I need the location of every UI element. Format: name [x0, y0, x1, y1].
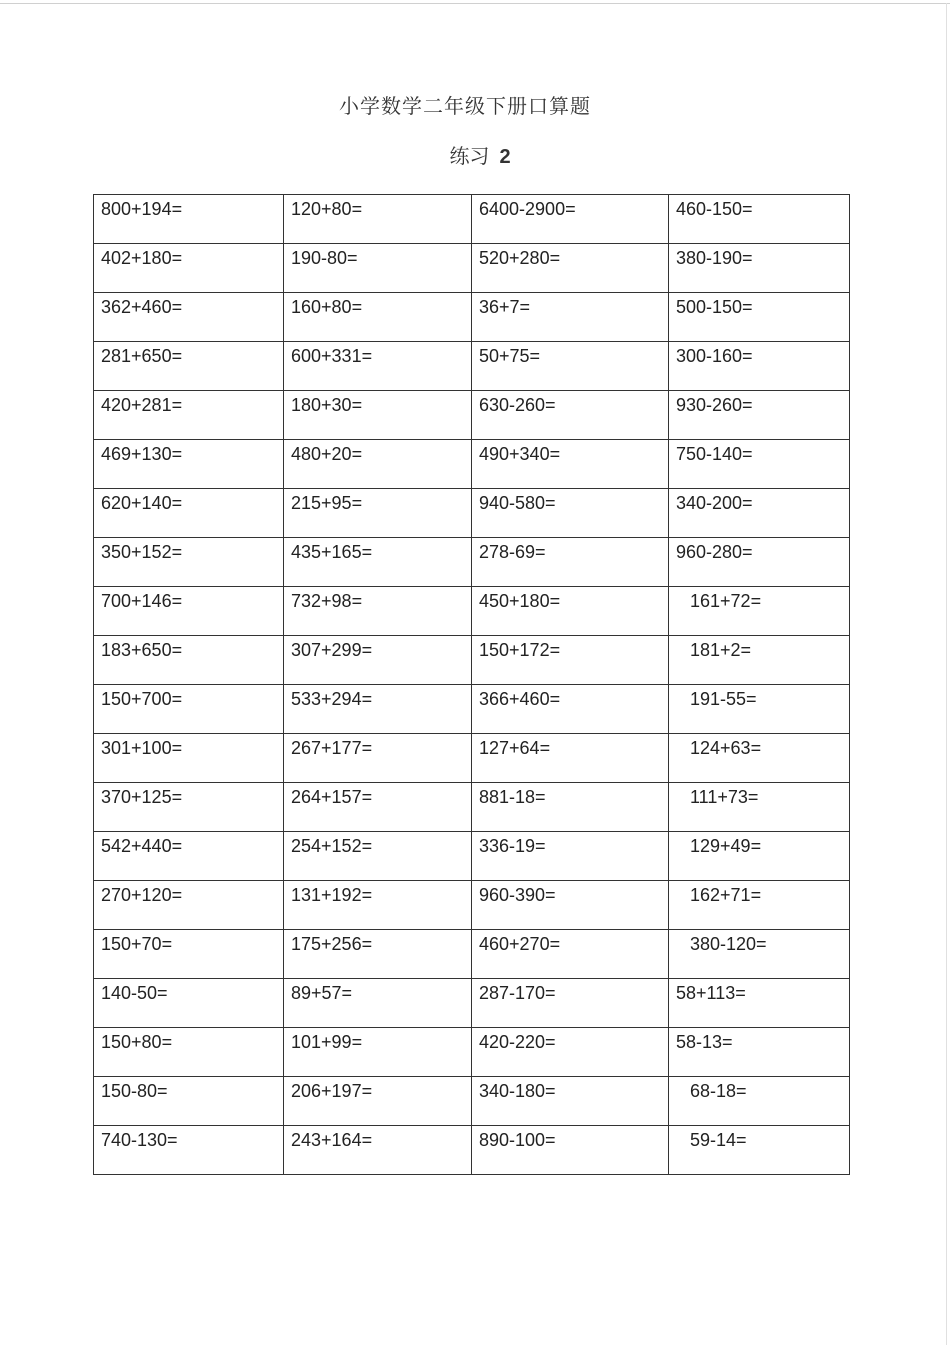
problem-cell: 129+49= [669, 832, 850, 881]
document-title: 小学数学二年级下册口算题 [339, 94, 591, 118]
problem-cell: 191-55= [669, 685, 850, 734]
table-row [94, 342, 850, 391]
problem-cell: 281+650= [94, 342, 284, 391]
problem-cell: 380-190= [669, 244, 850, 293]
problem-cell: 700+146= [94, 587, 284, 636]
problem-cell: 620+140= [94, 489, 284, 538]
problem-cell: 740-130= [94, 1126, 284, 1175]
problem-cell: 380-120= [669, 930, 850, 979]
problem-cell: 180+30= [284, 391, 472, 440]
table-row [94, 734, 850, 783]
problem-cell: 89+57= [284, 979, 472, 1028]
page-right-border [946, 3, 947, 1345]
problem-cell: 131+192= [284, 881, 472, 930]
problem-cell: 68-18= [669, 1077, 850, 1126]
problem-table-body [94, 195, 850, 1175]
exercise-heading [0, 140, 950, 169]
problem-cell: 450+180= [472, 587, 669, 636]
problem-cell: 420+281= [94, 391, 284, 440]
problem-cell: 162+71= [669, 881, 850, 930]
problem-cell: 190-80= [284, 244, 472, 293]
problem-cell: 50+75= [472, 342, 669, 391]
table-row [94, 587, 850, 636]
problem-cell: 336-19= [472, 832, 669, 881]
problem-cell: 287-170= [472, 979, 669, 1028]
table-row [94, 881, 850, 930]
table-row [94, 979, 850, 1028]
problem-cell: 350+152= [94, 538, 284, 587]
problem-cell: 940-580= [472, 489, 669, 538]
problem-cell: 215+95= [284, 489, 472, 538]
problem-cell: 500-150= [669, 293, 850, 342]
problem-cell: 36+7= [472, 293, 669, 342]
problem-cell: 6400-2900= [472, 195, 669, 244]
problem-cell: 460-150= [669, 195, 850, 244]
problem-cell: 58+113= [669, 979, 850, 1028]
problem-cell: 150+70= [94, 930, 284, 979]
problem-cell: 307+299= [284, 636, 472, 685]
problem-cell: 480+20= [284, 440, 472, 489]
problem-cell: 800+194= [94, 195, 284, 244]
table-row [94, 930, 850, 979]
problem-cell: 732+98= [284, 587, 472, 636]
table-row [94, 783, 850, 832]
problem-cell: 420-220= [472, 1028, 669, 1077]
problem-cell: 960-280= [669, 538, 850, 587]
table-row [94, 391, 850, 440]
problem-cell: 340-200= [669, 489, 850, 538]
problem-cell: 124+63= [669, 734, 850, 783]
table-row [94, 293, 850, 342]
problem-cell: 206+197= [284, 1077, 472, 1126]
problem-cell: 267+177= [284, 734, 472, 783]
problem-cell: 58-13= [669, 1028, 850, 1077]
problem-cell: 460+270= [472, 930, 669, 979]
problem-cell: 301+100= [94, 734, 284, 783]
problem-cell: 542+440= [94, 832, 284, 881]
problem-cell: 120+80= [284, 195, 472, 244]
problem-cell: 160+80= [284, 293, 472, 342]
problem-cell: 140-50= [94, 979, 284, 1028]
problem-cell: 362+460= [94, 293, 284, 342]
problem-cell: 270+120= [94, 881, 284, 930]
problem-cell: 59-14= [669, 1126, 850, 1175]
problem-cell: 469+130= [94, 440, 284, 489]
table-row [94, 685, 850, 734]
page-top-border [0, 3, 950, 4]
table-row [94, 538, 850, 587]
table-row [94, 1077, 850, 1126]
problem-cell: 111+73= [669, 783, 850, 832]
problem-cell: 520+280= [472, 244, 669, 293]
table-row [94, 244, 850, 293]
problem-cell: 630-260= [472, 391, 669, 440]
problem-cell: 101+99= [284, 1028, 472, 1077]
problem-cell: 300-160= [669, 342, 850, 391]
problem-cell: 930-260= [669, 391, 850, 440]
problem-cell: 127+64= [472, 734, 669, 783]
table-row [94, 832, 850, 881]
table-row [94, 489, 850, 538]
problem-cell: 370+125= [94, 783, 284, 832]
problem-cell: 435+165= [284, 538, 472, 587]
problem-cell: 150+700= [94, 685, 284, 734]
problem-cell: 340-180= [472, 1077, 669, 1126]
problem-cell: 890-100= [472, 1126, 669, 1175]
problem-cell: 264+157= [284, 783, 472, 832]
arithmetic-problem-table [93, 194, 850, 1175]
problem-cell: 750-140= [669, 440, 850, 489]
table-row [94, 195, 850, 244]
table-row [94, 440, 850, 489]
problem-cell: 960-390= [472, 881, 669, 930]
problem-cell: 490+340= [472, 440, 669, 489]
problem-cell: 150-80= [94, 1077, 284, 1126]
problem-cell: 150+172= [472, 636, 669, 685]
table-row [94, 1028, 850, 1077]
problem-cell: 181+2= [669, 636, 850, 685]
problem-cell: 161+72= [669, 587, 850, 636]
problem-cell: 533+294= [284, 685, 472, 734]
problem-cell: 254+152= [284, 832, 472, 881]
problem-cell: 600+331= [284, 342, 472, 391]
problem-cell: 150+80= [94, 1028, 284, 1077]
problem-cell: 881-18= [472, 783, 669, 832]
problem-cell: 402+180= [94, 244, 284, 293]
table-row [94, 1126, 850, 1175]
problem-cell: 366+460= [472, 685, 669, 734]
exercise-label: 练习 [449, 144, 490, 168]
problem-cell: 175+256= [284, 930, 472, 979]
problem-cell: 278-69= [472, 538, 669, 587]
table-row [94, 636, 850, 685]
problem-cell: 183+650= [94, 636, 284, 685]
exercise-number: 2 [499, 146, 511, 168]
problem-cell: 243+164= [284, 1126, 472, 1175]
